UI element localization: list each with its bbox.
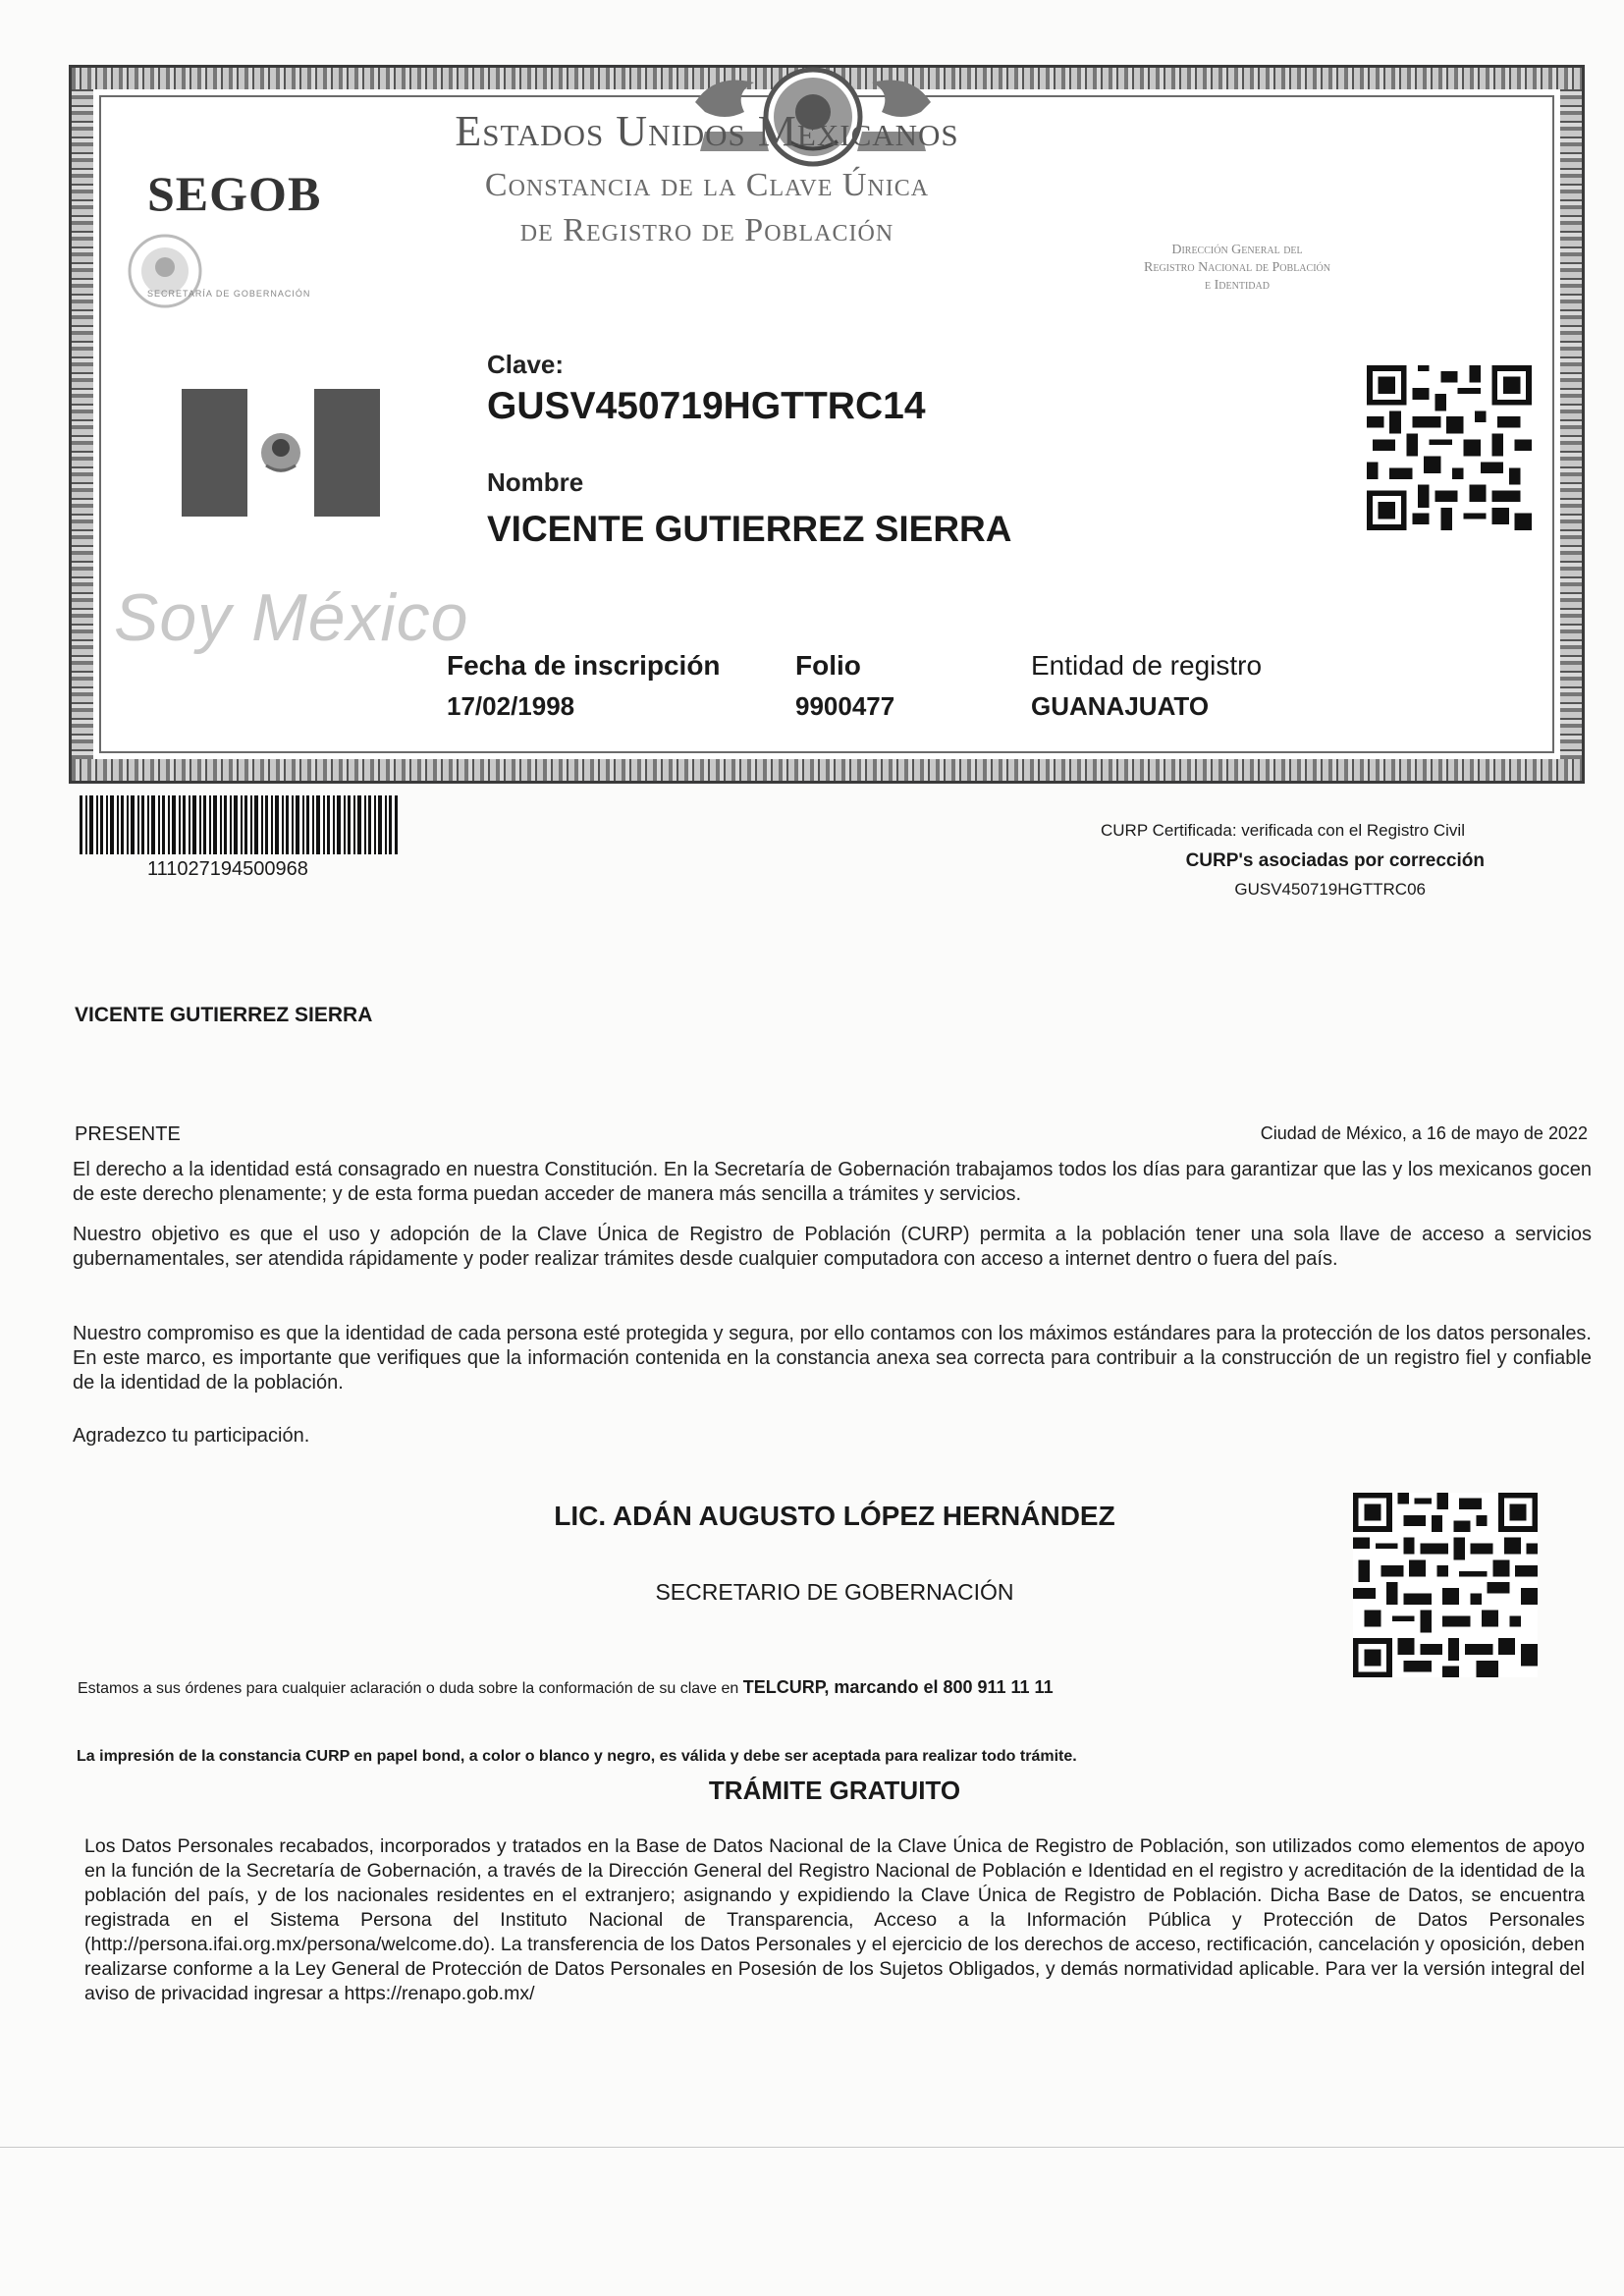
title-constancia: Constancia de la Clave Única <box>484 167 930 203</box>
segob-subtitle: SECRETARÍA DE GOBERNACIÓN <box>147 289 311 299</box>
segob-seal-icon <box>126 232 204 310</box>
curp-asociada-value: GUSV450719HGTTRC06 <box>1234 880 1426 899</box>
privacy-notice: Los Datos Personales recabados, incorporados y tratados en la Base de Datos Nacional de la Clave Única de Registro de Población, son utilizados como elementos de apoyo en la función de la Secretaría de Gobernación, a través de la Dirección General del Registro Nacional de Población e Identidad en el registro y acreditación de la identidad de la población del país, y de los nacionales residentes en el extranjero; asignando y expidiendo la Clave Única de Registro de Población. Dicha Base de Datos, se encuentra registrada en el Sistema Persona del Instituto Nacional de Transparencia, Acceso a la Información Pública y Protección de Datos Personales (http://persona.ifai.org.mx/persona/welcome.do). La transferencia de los Datos Personales y el ejercicio de los derechos de acceso, rectificación, cancelación y oposición, deben realizarse conforme a la Ley General de Protección de Datos Personales en Posesión de los Sujetos Obligados, y demás normatividad aplicable. Para ver la versión integral del aviso de privacidad ingresar a https://renapo.gob.mx/ <box>84 1835 1585 2004</box>
clave-value: GUSV450719HGTTRC14 <box>487 385 926 427</box>
folio-value: 9900477 <box>795 691 895 721</box>
telcurp-phone: TELCURP, marcando el 800 911 11 11 <box>742 1677 1054 1697</box>
dg-line-1: Dirección General del <box>1171 243 1303 257</box>
ornamental-border-bottom <box>72 759 1582 781</box>
letter-addressee: VICENTE GUTIERREZ SIERRA <box>75 1004 373 1026</box>
letter-paragraph-2: Nuestro objetivo es que el uso y adopción de la Clave Única de Registro de Población (CURP) permita a la población tener una sola llave de acceso a servicios gubernamentales, ser atendida rápidamente y poder realizar trámites desde cualquier computadora con acceso a internet dentro o fuera del país. <box>73 1224 1592 1270</box>
title-registro-poblacion: de Registro de Población <box>519 212 894 248</box>
dg-line-3: e Identidad <box>1205 278 1270 293</box>
telcurp-notice <box>78 1677 1054 1698</box>
barcode-icon <box>80 795 398 854</box>
clave-label: Clave: <box>487 350 565 379</box>
entidad-registro-label: Entidad de registro <box>1031 650 1263 681</box>
letter-presente: PRESENTE <box>75 1123 181 1145</box>
direccion-general-label <box>1119 242 1355 295</box>
letter-paragraph-4: Agradezco tu participación. <box>73 1425 310 1447</box>
segob-logo-text: SEGOB <box>147 166 322 221</box>
nombre-label: Nombre <box>487 467 584 497</box>
signature-qr-code <box>1353 1493 1538 1677</box>
nombre-value: VICENTE GUTIERREZ SIERRA <box>487 509 1012 549</box>
barcode-number: 111027194500968 <box>147 858 308 880</box>
curp-qr-code <box>1367 365 1532 530</box>
letter-paragraph-1: El derecho a la identidad está consagrado en nuestra Constitución. En la Secretaría de Gobernación trabajamos todos los días para garantizar que las y los mexicanos gocen de este derecho plenamente; y de esta forma puedan acceder de manera más sencilla a trámites y servicios. <box>73 1159 1592 1205</box>
curp-certificada-text: CURP Certificada: verificada con el Registro Civil <box>1101 821 1465 840</box>
dg-line-2: Registro Nacional de Población <box>1144 260 1330 275</box>
telcurp-text: Estamos a sus órdenes para cualquier aclaración o duda sobre la conformación de su clave en <box>78 1680 743 1697</box>
fecha-inscripcion-label: Fecha de inscripción <box>447 650 721 681</box>
curp-asociadas-label: CURP's asociadas por corrección <box>1185 850 1485 871</box>
tramite-gratuito: TRÁMITE GRATUITO <box>708 1776 961 1805</box>
ornamental-border-left <box>72 89 93 759</box>
letter-paragraph-3: Nuestro compromiso es que la identidad de cada persona esté protegida y segura, por ello contamos con los máximos estándares para la protección de los datos personales. En este marco, es importante que verifiques que la información contenida en la constancia anexa sea correcta para contribuir a la construcción de un registro fiel y confiable de la identidad de la población. <box>73 1323 1592 1394</box>
mexico-flag-icon <box>182 389 380 517</box>
ornamental-border-right <box>1560 89 1582 759</box>
page-divider <box>0 2147 1624 2148</box>
entidad-registro-value: GUANAJUATO <box>1031 691 1210 721</box>
folio-label: Folio <box>795 650 861 681</box>
soy-mexico-watermark: Soy México <box>114 580 469 655</box>
signer-title: SECRETARIO DE GOBERNACIÓN <box>655 1579 1014 1605</box>
signer-name: LIC. ADÁN AUGUSTO LÓPEZ HERNÁNDEZ <box>554 1501 1115 1531</box>
letter-place-date: Ciudad de México, a 16 de mayo de 2022 <box>1260 1123 1588 1143</box>
impresion-notice: La impresión de la constancia CURP en papel bond, a color o blanco y negro, es válida y debe ser aceptada para realizar todo trámite. <box>77 1748 1077 1765</box>
title-estados-unidos-mexicanos: Estados Unidos Mexicanos <box>455 107 959 155</box>
fecha-inscripcion-value: 17/02/1998 <box>447 691 575 721</box>
